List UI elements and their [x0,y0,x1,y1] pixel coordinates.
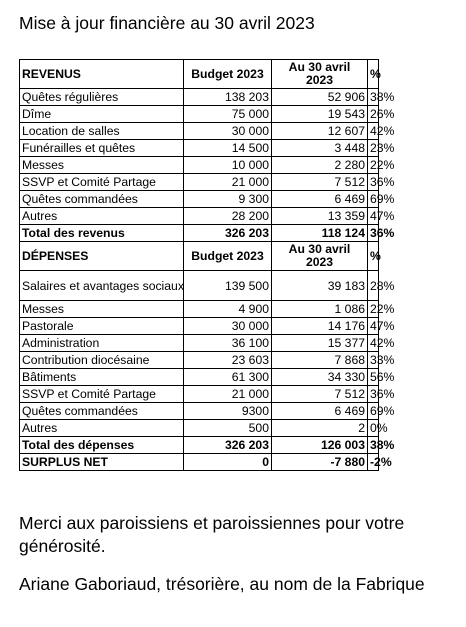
table-row [20,208,379,225]
row-budget: 21 000 [184,174,272,191]
table-row [20,420,379,437]
row-label: Pastorale [20,318,184,335]
financial-table [19,59,395,471]
table-row [20,191,379,208]
row-actual: 6 469 [272,191,368,208]
row-label: Autres [20,420,184,437]
row-actual: 2 [272,420,368,437]
row-pct: 42% [368,123,379,140]
surplus-pct: -2% [368,454,379,471]
row-label: Contribution diocésaine [20,352,184,369]
total-budget: 326 203 [184,225,272,242]
row-budget: 10 000 [184,157,272,174]
page-title: Mise à jour financière au 30 avril 2023 [19,13,315,33]
row-label: Funérailles et quêtes [20,140,184,157]
row-label: SSVP et Comité Partage [20,386,184,403]
table-row [20,271,379,301]
row-budget: 28 200 [184,208,272,225]
signature: Ariane Gaboriaud, trésorière, au nom de la Fabrique [19,574,425,594]
table-row [20,386,379,403]
revenus-header-row [20,60,379,89]
row-label: Quêtes régulières [20,89,184,106]
row-label: Autres [20,208,184,225]
row-budget: 36 100 [184,335,272,352]
pct-column-header: % [368,60,379,89]
row-actual: 15 377 [272,335,368,352]
row-actual: 2 280 [272,157,368,174]
total-budget: 326 203 [184,437,272,454]
row-budget: 4 900 [184,301,272,318]
row-budget: 30 000 [184,318,272,335]
depenses-header: DÉPENSES [20,242,184,271]
row-budget: 139 500 [184,271,272,301]
row-label: Salaires et avantages sociaux [20,271,184,301]
budget-column-header: Budget 2023 [184,242,272,271]
row-label: Quêtes commandées [20,191,184,208]
depenses-total-row [20,437,379,454]
row-pct: 69% [368,403,379,420]
row-budget: 9300 [184,403,272,420]
table-row [20,174,379,191]
row-pct: 36% [368,174,379,191]
row-budget: 61 300 [184,369,272,386]
row-pct: 56% [368,369,379,386]
row-label: Administration [20,335,184,352]
actual-column-header: Au 30 avril 2023 [272,242,368,271]
row-pct: 47% [368,208,379,225]
row-pct: 47% [368,318,379,335]
table-row [20,335,379,352]
table-row [20,318,379,335]
row-label: Location de salles [20,123,184,140]
row-actual: 7 868 [272,352,368,369]
surplus-row [20,454,379,471]
table-row [20,301,379,318]
row-label: Quêtes commandées [20,403,184,420]
budget-column-header: Budget 2023 [184,60,272,89]
revenus-total-row [20,225,379,242]
row-budget: 30 000 [184,123,272,140]
row-budget: 9 300 [184,191,272,208]
surplus-budget: 0 [184,454,272,471]
total-pct: 36% [368,225,379,242]
row-budget: 75 000 [184,106,272,123]
row-pct: 28% [368,271,379,301]
pct-column-header: % [368,242,379,271]
row-budget: 21 000 [184,386,272,403]
row-label: SSVP et Comité Partage [20,174,184,191]
row-actual: 39 183 [272,271,368,301]
table-row [20,352,379,369]
row-pct: 69% [368,191,379,208]
row-actual: 14 176 [272,318,368,335]
row-budget: 138 203 [184,89,272,106]
table-row [20,106,379,123]
row-budget: 500 [184,420,272,437]
table-row [20,157,379,174]
row-budget: 14 500 [184,140,272,157]
row-actual: 52 906 [272,89,368,106]
total-pct: 38% [368,437,379,454]
depenses-header-row [20,242,379,271]
row-pct: 22% [368,301,379,318]
table-row [20,403,379,420]
row-pct: 26% [368,106,379,123]
table-row [20,89,379,106]
row-actual: 6 469 [272,403,368,420]
total-label: Total des dépenses [20,437,184,454]
row-actual: 7 512 [272,386,368,403]
row-label: Dîme [20,106,184,123]
actual-column-header: Au 30 avril 2023 [272,60,368,89]
row-actual: 1 086 [272,301,368,318]
row-actual: 7 512 [272,174,368,191]
row-pct: 22% [368,157,379,174]
row-label: Messes [20,301,184,318]
revenus-header: REVENUS [20,60,184,89]
thanks-message: Merci aux paroissiens et paroissiennes pour votre générosité. [19,513,405,556]
table-row [20,369,379,386]
row-budget: 23 603 [184,352,272,369]
row-label: Messes [20,157,184,174]
total-actual: 118 124 [272,225,368,242]
row-actual: 13 359 [272,208,368,225]
row-actual: 3 448 [272,140,368,157]
row-actual: 19 543 [272,106,368,123]
table-row [20,140,379,157]
row-pct: 36% [368,386,379,403]
surplus-actual: -7 880 [272,454,368,471]
row-actual: 34 330 [272,369,368,386]
surplus-label: SURPLUS NET [20,454,184,471]
row-actual: 12 607 [272,123,368,140]
total-label: Total des revenus [20,225,184,242]
row-pct: 33% [368,352,379,369]
row-label: Bâtiments [20,369,184,386]
row-pct: 38% [368,89,379,106]
row-pct: 0% [368,420,379,437]
total-actual: 126 003 [272,437,368,454]
row-pct: 42% [368,335,379,352]
row-pct: 23% [368,140,379,157]
table-row [20,123,379,140]
